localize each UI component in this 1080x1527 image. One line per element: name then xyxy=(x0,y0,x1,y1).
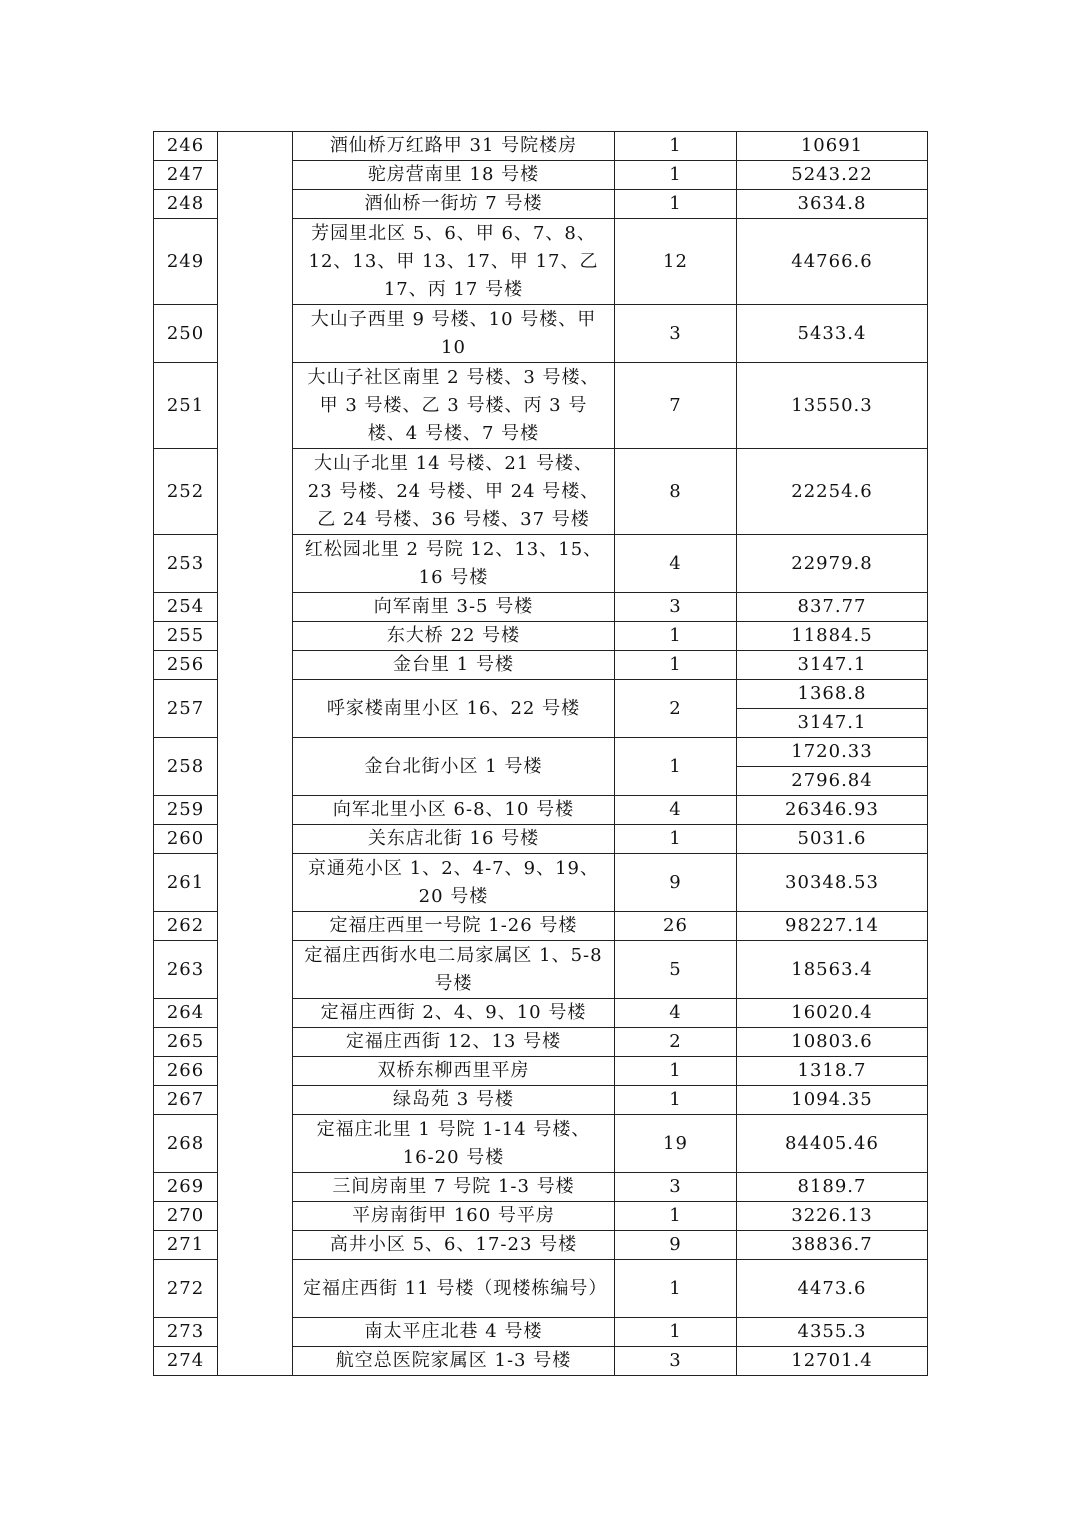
address-cell: 高井小区 5、6、17-23 号楼 xyxy=(293,1231,615,1260)
address-cell: 绿岛苑 3 号楼 xyxy=(293,1086,615,1115)
address-cell: 金台北街小区 1 号楼 xyxy=(293,738,615,796)
housing-table xyxy=(153,131,928,1376)
building-count-cell: 4 xyxy=(615,535,737,593)
address-cell: 酒仙桥万红路甲 31 号院楼房 xyxy=(293,132,615,161)
area-cell: 11884.5 xyxy=(737,622,928,651)
area-cell: 18563.4 xyxy=(737,941,928,999)
area-cell: 1368.8 xyxy=(737,680,928,709)
area-cell: 16020.4 xyxy=(737,999,928,1028)
address-cell: 定福庄西街 11 号楼（现楼栋编号） xyxy=(293,1260,615,1318)
address-cell: 京通苑小区 1、2、4-7、9、19、20 号楼 xyxy=(293,854,615,912)
area-cell: 98227.14 xyxy=(737,912,928,941)
area-cell: 8189.7 xyxy=(737,1173,928,1202)
row-number: 264 xyxy=(154,999,218,1028)
area-cell: 4355.3 xyxy=(737,1318,928,1347)
area-cell: 3147.1 xyxy=(737,709,928,738)
row-number: 257 xyxy=(154,680,218,738)
table-row xyxy=(154,132,928,161)
address-cell: 定福庄西街 2、4、9、10 号楼 xyxy=(293,999,615,1028)
row-number: 255 xyxy=(154,622,218,651)
building-count-cell: 1 xyxy=(615,161,737,190)
area-cell: 12701.4 xyxy=(737,1347,928,1376)
address-cell: 关东店北街 16 号楼 xyxy=(293,825,615,854)
area-cell: 26346.93 xyxy=(737,796,928,825)
address-cell: 双桥东柳西里平房 xyxy=(293,1057,615,1086)
area-cell: 22979.8 xyxy=(737,535,928,593)
address-cell: 向军北里小区 6-8、10 号楼 xyxy=(293,796,615,825)
address-cell: 东大桥 22 号楼 xyxy=(293,622,615,651)
row-number: 248 xyxy=(154,190,218,219)
area-cell: 3634.8 xyxy=(737,190,928,219)
address-cell: 大山子西里 9 号楼、10 号楼、甲 10 xyxy=(293,305,615,363)
address-cell: 金台里 1 号楼 xyxy=(293,651,615,680)
building-count-cell: 2 xyxy=(615,680,737,738)
area-cell: 5433.4 xyxy=(737,305,928,363)
area-cell: 4473.6 xyxy=(737,1260,928,1318)
area-cell: 5243.22 xyxy=(737,161,928,190)
building-count-cell: 3 xyxy=(615,1347,737,1376)
address-cell: 大山子社区南里 2 号楼、3 号楼、甲 3 号楼、乙 3 号楼、丙 3 号楼、4 号楼、7 号楼 xyxy=(293,363,615,449)
row-number: 272 xyxy=(154,1260,218,1318)
address-cell: 三间房南里 7 号院 1-3 号楼 xyxy=(293,1173,615,1202)
row-number: 268 xyxy=(154,1115,218,1173)
building-count-cell: 1 xyxy=(615,622,737,651)
row-number: 274 xyxy=(154,1347,218,1376)
area-cell: 22254.6 xyxy=(737,449,928,535)
row-number: 273 xyxy=(154,1318,218,1347)
building-count-cell: 26 xyxy=(615,912,737,941)
row-number: 259 xyxy=(154,796,218,825)
building-count-cell: 2 xyxy=(615,1028,737,1057)
building-count-cell: 1 xyxy=(615,1057,737,1086)
area-cell: 1094.35 xyxy=(737,1086,928,1115)
address-cell: 向军南里 3-5 号楼 xyxy=(293,593,615,622)
row-number: 261 xyxy=(154,854,218,912)
area-cell: 13550.3 xyxy=(737,363,928,449)
row-number: 262 xyxy=(154,912,218,941)
row-number: 271 xyxy=(154,1231,218,1260)
building-count-cell: 1 xyxy=(615,825,737,854)
building-count-cell: 1 xyxy=(615,651,737,680)
area-cell: 1318.7 xyxy=(737,1057,928,1086)
building-count-cell: 1 xyxy=(615,1202,737,1231)
area-cell: 3147.1 xyxy=(737,651,928,680)
district-cell xyxy=(218,132,293,1376)
row-number: 263 xyxy=(154,941,218,999)
address-cell: 芳园里北区 5、6、甲 6、7、8、12、13、甲 13、17、甲 17、乙 17、丙 17 号楼 xyxy=(293,219,615,305)
address-cell: 呼家楼南里小区 16、22 号楼 xyxy=(293,680,615,738)
building-count-cell: 7 xyxy=(615,363,737,449)
building-count-cell: 12 xyxy=(615,219,737,305)
address-cell: 酒仙桥一街坊 7 号楼 xyxy=(293,190,615,219)
address-cell: 定福庄西街 12、13 号楼 xyxy=(293,1028,615,1057)
area-cell: 44766.6 xyxy=(737,219,928,305)
address-cell: 航空总医院家属区 1-3 号楼 xyxy=(293,1347,615,1376)
address-cell: 定福庄西里一号院 1-26 号楼 xyxy=(293,912,615,941)
row-number: 266 xyxy=(154,1057,218,1086)
building-count-cell: 1 xyxy=(615,1260,737,1318)
table-body xyxy=(154,132,928,1376)
row-number: 252 xyxy=(154,449,218,535)
row-number: 249 xyxy=(154,219,218,305)
building-count-cell: 1 xyxy=(615,738,737,796)
building-count-cell: 4 xyxy=(615,796,737,825)
row-number: 250 xyxy=(154,305,218,363)
address-cell: 驼房营南里 18 号楼 xyxy=(293,161,615,190)
row-number: 260 xyxy=(154,825,218,854)
address-cell: 南太平庄北巷 4 号楼 xyxy=(293,1318,615,1347)
building-count-cell: 3 xyxy=(615,1173,737,1202)
row-number: 254 xyxy=(154,593,218,622)
address-cell: 定福庄西街水电二局家属区 1、5-8 号楼 xyxy=(293,941,615,999)
building-count-cell: 9 xyxy=(615,1231,737,1260)
area-cell: 84405.46 xyxy=(737,1115,928,1173)
row-number: 270 xyxy=(154,1202,218,1231)
area-cell: 38836.7 xyxy=(737,1231,928,1260)
building-count-cell: 1 xyxy=(615,190,737,219)
building-count-cell: 3 xyxy=(615,593,737,622)
building-count-cell: 1 xyxy=(615,1086,737,1115)
row-number: 258 xyxy=(154,738,218,796)
row-number: 267 xyxy=(154,1086,218,1115)
area-cell: 3226.13 xyxy=(737,1202,928,1231)
building-count-cell: 4 xyxy=(615,999,737,1028)
building-count-cell: 8 xyxy=(615,449,737,535)
area-cell: 5031.6 xyxy=(737,825,928,854)
building-count-cell: 9 xyxy=(615,854,737,912)
address-cell: 红松园北里 2 号院 12、13、15、16 号楼 xyxy=(293,535,615,593)
address-cell: 定福庄北里 1 号院 1-14 号楼、16-20 号楼 xyxy=(293,1115,615,1173)
row-number: 253 xyxy=(154,535,218,593)
area-cell: 1720.33 xyxy=(737,738,928,767)
area-cell: 10691 xyxy=(737,132,928,161)
area-cell: 10803.6 xyxy=(737,1028,928,1057)
building-count-cell: 19 xyxy=(615,1115,737,1173)
area-cell: 30348.53 xyxy=(737,854,928,912)
building-count-cell: 1 xyxy=(615,1318,737,1347)
row-number: 251 xyxy=(154,363,218,449)
building-count-cell: 1 xyxy=(615,132,737,161)
building-count-cell: 5 xyxy=(615,941,737,999)
row-number: 246 xyxy=(154,132,218,161)
address-cell: 平房南街甲 160 号平房 xyxy=(293,1202,615,1231)
row-number: 247 xyxy=(154,161,218,190)
row-number: 269 xyxy=(154,1173,218,1202)
row-number: 265 xyxy=(154,1028,218,1057)
building-count-cell: 3 xyxy=(615,305,737,363)
area-cell: 2796.84 xyxy=(737,767,928,796)
area-cell: 837.77 xyxy=(737,593,928,622)
address-cell: 大山子北里 14 号楼、21 号楼、23 号楼、24 号楼、甲 24 号楼、乙 24 号楼、36 号楼、37 号楼 xyxy=(293,449,615,535)
row-number: 256 xyxy=(154,651,218,680)
